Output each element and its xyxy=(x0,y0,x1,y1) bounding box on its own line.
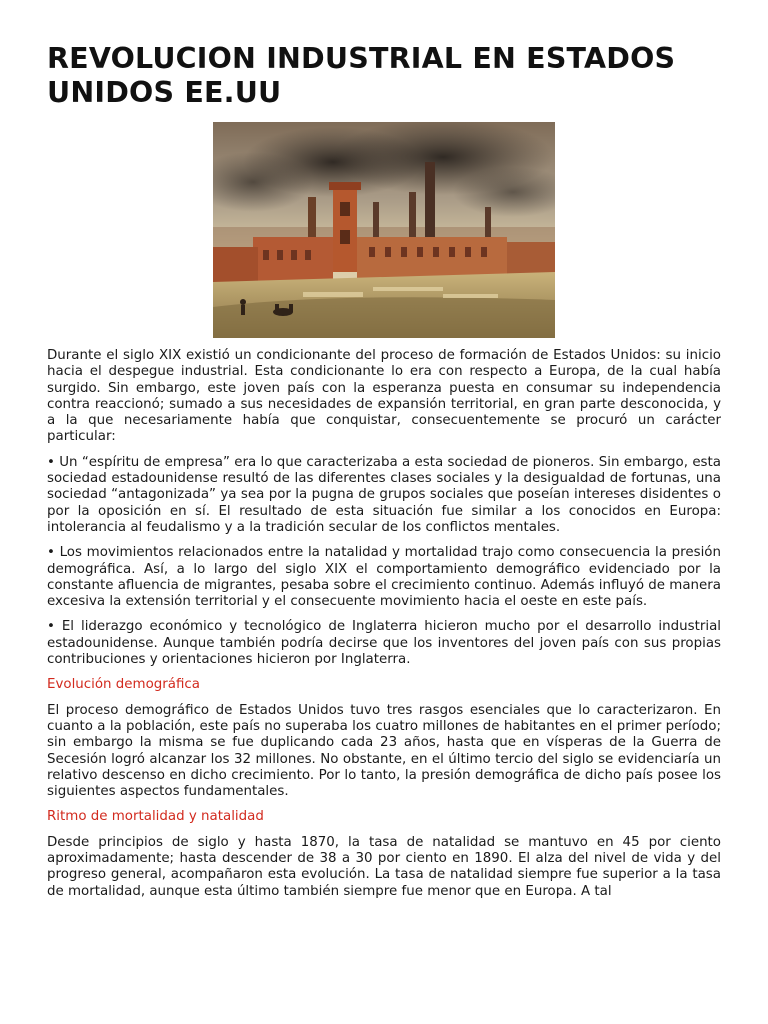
bullet-paragraph-espiritu: • Un “espíritu de empresa” era lo que caracterizaba a esta sociedad de pioneros. Sin embargo, esta sociedad estadounidense resultó de las diferentes clases sociales y la desigualdad de fortunas, una sociedad “antagonizada” ya sea por la pugna de grupos sociales que poseían intereses disidentes o por la oposición en sí. El resultado de esta situación fue similar a los conocidos en Europa: intolerancia al feudalismo y a la tradición secular de los conflictos mentales. xyxy=(47,454,721,535)
document-body xyxy=(47,348,721,900)
page-title: REVOLUCION INDUSTRIAL EN ESTADOS UNIDOS EE.UU xyxy=(47,42,676,109)
section-heading-evolucion: Evolución demográfica xyxy=(47,677,200,693)
bullet-paragraph-movimientos: • Los movimientos relacionados entre la natalidad y mortalidad trajo como consecuencia la presión demográfica. Así, a lo largo del siglo XIX el comportamiento demográfico evidenciado por la constante afluencia de migrantes, pesaba sobre el crecimiento continuo. Además influyó de manera excesiva la extensión territorial y el consecuente movimiento hacia el oeste en este país. xyxy=(47,545,721,610)
evolucion-paragraph: El proceso demográfico de Estados Unidos tuvo tres rasgos esenciales que lo caracterizaron. En cuanto a la población, este país no superaba los cuatro millones de habitantes en el primer período; sin embargo la misma se fue duplicando cada 23 años, hasta que en vísperas de la Guerra de Secesión logró alcanzar los 32 millones. No obstante, en el último tercio del siglo se evidenciaría un relativo descenso en dicho crecimiento. Por lo tanto, la presión demográfica de dicho país posee los siguientes aspectos fundamentales. xyxy=(47,702,721,800)
industrial-factory-illustration xyxy=(213,122,555,338)
bullet-paragraph-liderazgo: • El liderazgo económico y tecnológico de Inglaterra hicieron mucho por el desarrollo industrial estadounidense. Aunque también podría decirse que los inventores del joven país con sus propias contribuciones y orientaciones hicieron por Inglaterra. xyxy=(47,619,721,668)
section-heading-ritmo: Ritmo de mortalidad y natalidad xyxy=(47,809,264,825)
factory-painting-image xyxy=(213,122,555,338)
ritmo-paragraph: Desde principios de siglo y hasta 1870, la tasa de natalidad se mantuvo en 45 por ciento aproximadamente; hasta descender de 38 a 30 por ciento en 1890. El alza del nivel de vida y del progreso general, acompañaron esta evolución. La tasa de natalidad siempre fue superior a la tasa de mortalidad, aunque esta último también siempre fue menor que en Europa. A tal xyxy=(47,834,721,899)
intro-paragraph: Durante el siglo XIX existió un condicionante del proceso de formación de Estados Unidos: su inicio hacia el despegue industrial. Esta condicionante lo era con respecto a Europa, de la cual había surgido. Sin embargo, este joven país con la esperanza puesta en consumar su independencia contra reaccionó; sumado a sus necesidades de expansión territorial, en gran parte desconocida, y a la que necesariamente había que conquistar, consecuentemente se procuró un carácter particular: xyxy=(47,348,721,445)
